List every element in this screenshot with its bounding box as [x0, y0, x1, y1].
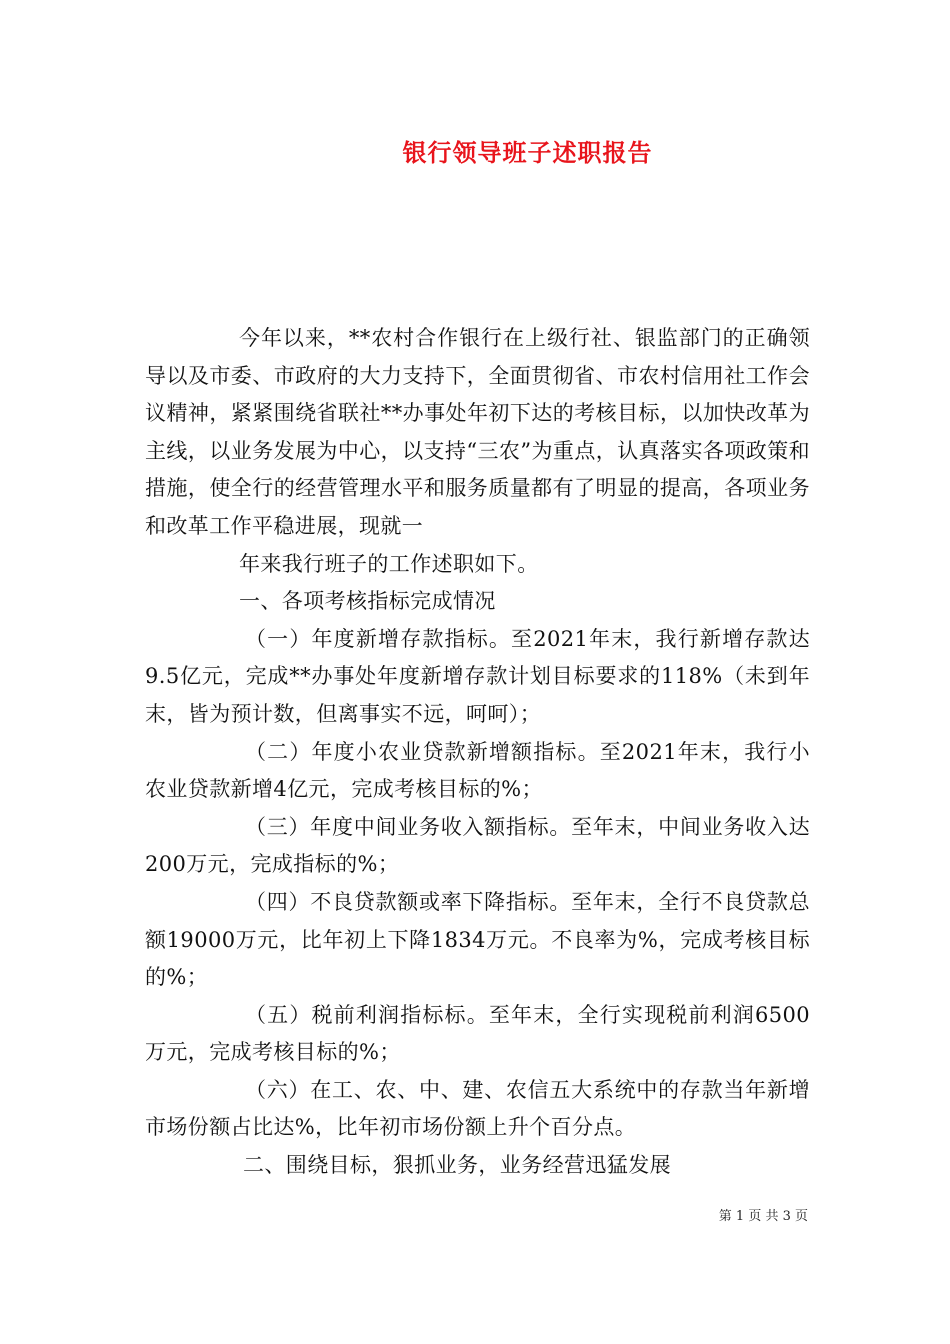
item-paragraph-3: （三）年度中间业务收入额指标。至年末，中间业务收入达200万元，完成指标的%； — [145, 814, 810, 877]
item-paragraph-2: （二）年度小农业贷款新增额指标。至2021年末，我行小农业贷款新增4亿元，完成考核目标的%； — [145, 739, 810, 802]
document-title: 银行领导班子述职报告 — [402, 138, 653, 167]
item-paragraph-1: （一）年度新增存款指标。至2021年末，我行新增存款达9.5亿元，完成**办事处年度新增存款计划目标要求的118%（未到年末，皆为预计数，但离事实不远，呵呵）； — [145, 626, 810, 726]
intro-continuation: 年来我行班子的工作述职如下。 — [239, 551, 539, 576]
item-paragraph-6: （六）在工、农、中、建、农信五大系统中的存款当年新增市场份额占比达%，比年初市场份额上升个百分点。 — [145, 1077, 810, 1140]
item-paragraph-4: （四）不良贷款额或率下降指标。至年末，全行不良贷款总额19000万元，比年初上下降1834万元。不良率为%，完成考核目标的%； — [145, 889, 810, 990]
document-body — [145, 320, 810, 1185]
section-heading-1: 一、各项考核指标完成情况 — [239, 589, 496, 614]
section-heading-2: 二、围绕目标，狠抓业务，业务经营迅猛发展 — [243, 1153, 671, 1178]
page-number-footer: 第 1 页 共 3 页 — [718, 1209, 808, 1224]
item-paragraph-5: （五）税前利润指标标。至年末，全行实现税前利润6500万元，完成考核目标的%； — [145, 1002, 810, 1065]
intro-paragraph: 今年以来，**农村合作银行在上级行社、银监部门的正确领导以及市委、市政府的大力支持下，全面贯彻省、市农村信用社工作会议精神，紧紧围绕省联社**办事处年初下达的考核目标，以加快改革为主线，以业务发展为中心，以支持“三农”为重点，认真落实各项政策和措施，使全行的经营管理水平和服务质量都有了明显的提高，各项业务和改革工作平稳进展，现就一 — [145, 326, 810, 538]
